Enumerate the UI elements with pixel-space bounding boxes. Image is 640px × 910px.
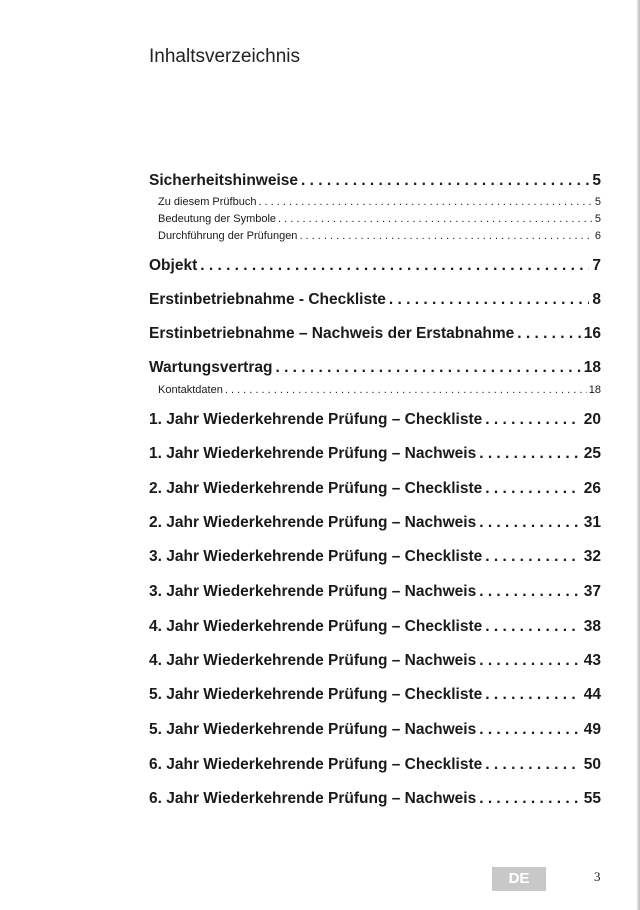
toc-entry-wartungsvertrag[interactable] — [149, 358, 601, 378]
dot-leader — [479, 444, 581, 464]
toc-entry-jahr6-checkliste[interactable] — [149, 755, 601, 775]
toc-entry-page: 43 — [583, 652, 601, 669]
toc-entry-page: 32 — [583, 548, 601, 565]
toc-entry-page: 44 — [583, 686, 601, 703]
toc-entry-page: 37 — [583, 583, 601, 600]
toc-entry-jahr3-nachweis[interactable] — [149, 582, 601, 602]
toc-entry-page: 31 — [583, 514, 601, 531]
toc-entry-jahr6-nachweis[interactable] — [149, 789, 601, 809]
toc-entry-page: 49 — [583, 721, 601, 738]
toc-entry-label: 2. Jahr Wiederkehrende Prüfung – Checkliste — [149, 480, 483, 497]
toc-entry-page: 5 — [594, 196, 601, 208]
toc-entry-jahr4-nachweis[interactable] — [149, 651, 601, 671]
dot-leader — [278, 212, 593, 227]
toc-entry-jahr2-checkliste[interactable] — [149, 479, 601, 499]
toc-entry-kontaktdaten[interactable] — [149, 383, 601, 398]
dot-leader — [479, 582, 581, 602]
page-number: 3 — [594, 869, 601, 884]
page-title: Inhaltsverzeichnis — [149, 45, 301, 67]
toc-entry-label: Wartungsvertrag — [149, 359, 273, 376]
toc-entry-page: 16 — [583, 325, 601, 342]
toc-entry-jahr2-nachweis[interactable] — [149, 513, 601, 533]
toc-entry-label: 6. Jahr Wiederkehrende Prüfung – Nachweis — [149, 790, 477, 807]
dot-leader — [258, 195, 592, 210]
toc-entry-label: 1. Jahr Wiederkehrende Prüfung – Checkliste — [149, 411, 483, 428]
toc-entry-erstinbetriebnahme-nachweis[interactable] — [149, 324, 601, 344]
toc-entry-page: 55 — [583, 790, 601, 807]
dot-leader — [479, 513, 581, 533]
dot-leader — [479, 651, 581, 671]
dot-leader — [479, 720, 581, 740]
toc-entry-label: Sicherheitshinweise — [149, 172, 299, 189]
toc-entry-page: 50 — [583, 756, 601, 773]
toc-entry-label: 4. Jahr Wiederkehrende Prüfung – Nachweis — [149, 652, 477, 669]
toc-entry-jahr1-checkliste[interactable] — [149, 410, 601, 430]
toc-entry-label: Durchführung der Prüfungen — [158, 230, 298, 242]
language-badge: DE — [492, 867, 546, 891]
toc-entry-label: 4. Jahr Wiederkehrende Prüfung – Checkliste — [149, 618, 483, 635]
dot-leader — [275, 358, 580, 378]
toc-entry-label: 5. Jahr Wiederkehrende Prüfung – Checkliste — [149, 686, 483, 703]
toc-entry-page: 18 — [583, 359, 601, 376]
toc-entry-label: 6. Jahr Wiederkehrende Prüfung – Checkliste — [149, 756, 483, 773]
toc-entry-label: Objekt — [149, 257, 198, 274]
toc-entry-label: 3. Jahr Wiederkehrende Prüfung – Nachweis — [149, 583, 477, 600]
toc-entry-jahr3-checkliste[interactable] — [149, 547, 601, 567]
toc-entry-page: 18 — [588, 384, 601, 396]
toc-entry-label: Erstinbetriebnahme – Nachweis der Erstabnahme — [149, 325, 515, 342]
dot-leader — [299, 229, 592, 244]
toc-entry-bedeutung-der-symbole[interactable] — [149, 212, 601, 227]
dot-leader — [517, 324, 581, 344]
toc-entry-erstinbetriebnahme-checkliste[interactable] — [149, 290, 601, 310]
toc-entry-label: Erstinbetriebnahme - Checkliste — [149, 291, 386, 308]
toc-entry-jahr5-nachweis[interactable] — [149, 720, 601, 740]
toc-entry-label: Bedeutung der Symbole — [158, 213, 277, 225]
toc-entry-jahr5-checkliste[interactable] — [149, 685, 601, 705]
toc-entry-label: 5. Jahr Wiederkehrende Prüfung – Nachweis — [149, 721, 477, 738]
dot-leader — [485, 479, 581, 499]
dot-leader — [485, 755, 581, 775]
dot-leader — [479, 789, 581, 809]
toc-entry-page: 8 — [592, 291, 601, 308]
toc-entry-page: 6 — [594, 230, 601, 242]
dot-leader — [485, 410, 581, 430]
dot-leader — [485, 685, 581, 705]
toc-entry-label: 2. Jahr Wiederkehrende Prüfung – Nachweis — [149, 514, 477, 531]
dot-leader — [225, 383, 587, 398]
toc-entry-page: 7 — [592, 257, 601, 274]
dot-leader — [301, 171, 589, 191]
toc-entry-label: 3. Jahr Wiederkehrende Prüfung – Checkliste — [149, 548, 483, 565]
toc-entry-label: Zu diesem Prüfbuch — [158, 196, 257, 208]
toc-entry-page: 38 — [583, 618, 601, 635]
toc-entry-label: Kontaktdaten — [158, 384, 223, 396]
toc-entry-page: 5 — [594, 213, 601, 225]
toc-entry-page: 26 — [583, 480, 601, 497]
dot-leader — [485, 617, 581, 637]
toc-entry-label: 1. Jahr Wiederkehrende Prüfung – Nachweis — [149, 445, 477, 462]
toc-entry-page: 20 — [583, 411, 601, 428]
toc-entry-zu-diesem-pruefbuch[interactable] — [149, 195, 601, 210]
dot-leader — [485, 547, 581, 567]
toc-entry-page: 25 — [583, 445, 601, 462]
dot-leader — [389, 290, 590, 310]
toc-entry-page: 5 — [592, 172, 601, 189]
toc-entry-objekt[interactable] — [149, 256, 601, 276]
dot-leader — [200, 256, 589, 276]
toc-entry-jahr1-nachweis[interactable] — [149, 444, 601, 464]
toc-entry-jahr4-checkliste[interactable] — [149, 617, 601, 637]
toc-entry-sicherheitshinweise[interactable] — [149, 171, 601, 191]
toc-entry-durchfuehrung[interactable] — [149, 229, 601, 244]
